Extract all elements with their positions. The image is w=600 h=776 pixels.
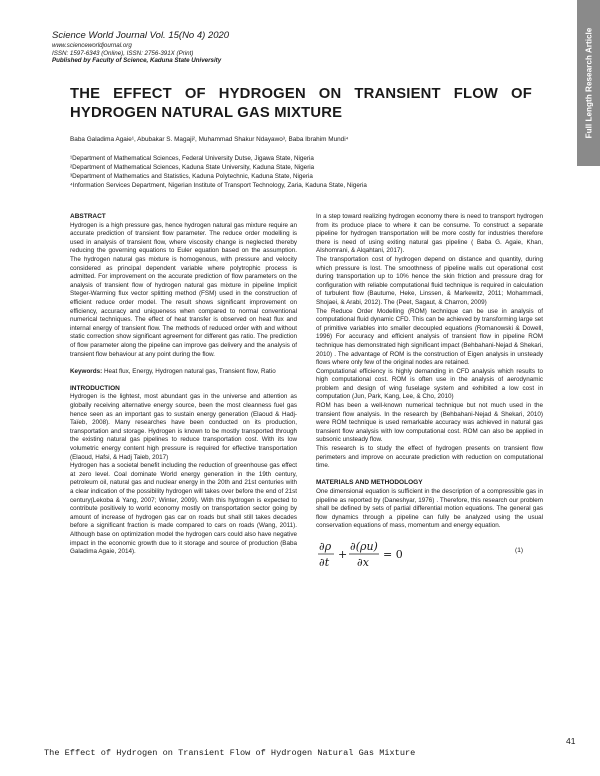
page-number: 41 [566,736,576,746]
svg-text:+: + [338,547,348,561]
journal-issn: ISSN: 1597-6343 (Online), ISSN: 2756-391X (Print) [52,49,194,57]
keywords [70,368,297,377]
right-column [316,213,543,571]
affiliation-4: ⁴Information Services Department, Nigerian Institute of Transport Technology, Zaria, Kaduna State, Nigeria [70,181,367,189]
paper-title: THE EFFECT OF HYDROGEN ON TRANSIENT FLOW OF HYDROGEN NATURAL GAS MIXTURE [70,86,532,121]
equation-number: (1) [515,546,523,554]
journal-header [52,30,472,65]
article-type-tab [577,0,600,166]
introduction-heading: INTRODUCTION [70,384,120,392]
introduction-paragraph-1: Hydrogen is the lightest, most abundant gas in the universe and attention as globally receiving alternative energy source, been the most cleanness fuel gas hence seen as an important gas to sustain energy generation (Elaoud & Hadj-Taïeb, 2008). Many researches have been conducted on its production, transportation and storage. Hydrogen is known to be mostly transported through the existing natural gas pipelines to reduce transportation cost. With its low volumetric energy content high pressure is required for effective transportation (Elaoud, Hafsi, & Hadj Taieb, 2017) [70,393,297,461]
journal-publisher: Published by Faculty of Science, Kaduna State University [52,57,222,65]
journal-name: Science World Journal Vol. 15(No 4) 2020 [52,30,230,41]
body-paragraph-2: The transportation cost of hydrogen depend on distance and quantity, during which pressure is lost. The smoothness of pipeline walls cut operational cost during transportation up to 10% hence the skin friction and pressure drag for configuration with reliable computational fluid technique is required in calculation of turbulent flow (Bautume, Heke, Linssen, & Markewitz, 2011; Mohammadi, Shojaei, & Arabi, 2012). The (Peet, Sagaut, & Charron, 2009) [316,255,543,306]
body-paragraph-5: ROM has been a well-known numerical technique but not much used in the transient flow analysis. In the research by (Behbahani-Nejad & Shekari, 2010) were ROM technique is used remarkable accuracy was achieved in natural gas transient flow analysis with low computational cost. ROM can also be applied in subsonic unsteady flow. [316,402,543,444]
abstract-heading: ABSTRACT [70,213,106,220]
svg-text:∂(ρu): ∂(ρu) [350,539,378,553]
article-type-label: Full Length Research Article [584,27,593,139]
running-footer: The Effect of Hydrogen on Transient Flow of Hydrogen Natural Gas Mixture [44,748,416,758]
left-column [70,213,297,557]
introduction-paragraph-2: Hydrogen has a societal benefit including the reduction of greenhouse gas effect at zero level. Coal dominate World energy generation in the 19th century, petroleum oil, natural gas and nuclear energy in the 20th and 21st centuries with a clear indication of the possibility hydrogen will takes over before the end of 21st century(Lekoba & Yang, 2007; Winter, 2009). With this hydrogen is expected to contribute positively to world economy mostly on transportation sector going by amount of increase of hydrogen gas car on roads but shall still takes decades before a significant fraction is made compared to cars on roads (Wang, 2011). Although base on optimization model the hydrogen cars could also have negative impact in the economic growth due to it storage and source of production (Baba Galadima Agaie, 2014). [70,462,297,556]
body-paragraph-3: The Reduce Order Modelling (ROM) technique can be use in analysis of computational fluid dynamic CFD. This can be achieved by transforming large set of primitive variables into smaller decoupled equations (Romanowski & Dowell, 1996) For accuracy and efficient analysis of transient flow in pipeline ROM technique has demonstrated high significant impact (Behbahani-Nejad & Shekari, 2010) . The advantage of ROM is the construction of Eigen analysis in unsteady flows where only few of the original nodes are retained. [316,307,543,367]
methods-heading: MATERIALS AND METHODOLOGY [316,479,423,487]
affiliation-1: ¹Department of Mathematical Sciences, Federal University Dutse, Jigawa State, Nigeria [70,155,314,162]
keywords-label: Keywords: [70,367,103,375]
svg-text:∂ρ: ∂ρ [319,539,332,553]
svg-text:= 0: = 0 [383,547,403,561]
affiliations [70,155,540,191]
journal-website[interactable]: www.scienceworldjournal.org [52,42,132,49]
abstract-text: Hydrogen is a high pressure gas, hence hydrogen natural gas mixture require an accurate prediction of transient flow parameter. The reduce order modelling is used in analysis of transient flow, where viscosity change is neglected thereby reducing the governing equations to Euler equation based on the assumption. The hydrogen natural gas mixture is homogenous, with pressure and velocity considered as principal dependent variable where polytrophic process is admitted. For improvement on the accurate prediction of flow parameters on the analysis of transient flow of hydrogen natural gas mixture in pipeline Implicit Steger-Warming flux vector splitting method (FSM) used in the construction of efficient reduce order model. The result shows significant improvement on efficiency, accuracy and uniqueness when compared to normal conventional numerical techniques. The effect of heat transfer is observed on heat flux and internal energy of transient flow. The methods of reduced order with and without static correction show significant agreement for different gas ratio. The prediction of flow parameter along the pipeline can improve gas delivery and the analysis of transient flow behaviour at any point during the flow. [70,221,297,358]
author-list: Baba Galadima Agaie¹, Abubakar S. Magaji², Muhammad Shakur Ndayawo³, Baba Ibrahim Mundi⁴ [70,136,349,143]
affiliation-2: ²Department of Mathematical Sciences, Kaduna State University, Kaduna State, Nigeria [70,163,315,171]
keywords-text: Heat flux, Energy, Hydrogen natural gas, Transient flow, Ratio [103,367,276,375]
body-paragraph-1: In a step toward realizing hydrogen economy there is need to transport hydrogen from its produce place to where it can be consume. To construct a separate pipeline for hydrogen transportation will be more costly for industries therefore there is need of using exiting natural gas pipeline ( Baba G. Agaie, Khan, Alshomrani, & Alqahtani, 2017). [316,213,543,255]
equation-1 [316,537,543,571]
body-paragraph-6: This research is to study the effect of hydrogen presents on transient flow perimeters and improve on accurate prediction with reduction on computational time. [316,445,543,470]
methods-paragraph: One dimensional equation is sufficient in the description of a compressible gas in pipeline as reported by (Daneshyar, 1976) . Therefore, this research our problem shall be defined by sets of partial differential motion equations. The general gas flow dynamics through a pipeline can fully be analyzed using the usual conservation equations of mass, momentum and energy equation. [316,488,543,530]
continuity-equation [316,537,426,571]
svg-text:∂t: ∂t [319,555,330,569]
affiliation-3: ³Department of Mathematics and Statistics, Kaduna Polytechnic, Kaduna State, Nigeria [70,172,313,180]
body-paragraph-4: Computational efficiency is highly demanding in CFD analysis which results to high computational cost. ROM is often use in the analysis of aerodynamic problem and design of wing fuselage system and exhibited a low cost in computation (Jun, Park, Kang, Lee, & Cho, 2010) [316,367,543,401]
svg-text:∂x: ∂x [357,555,369,569]
